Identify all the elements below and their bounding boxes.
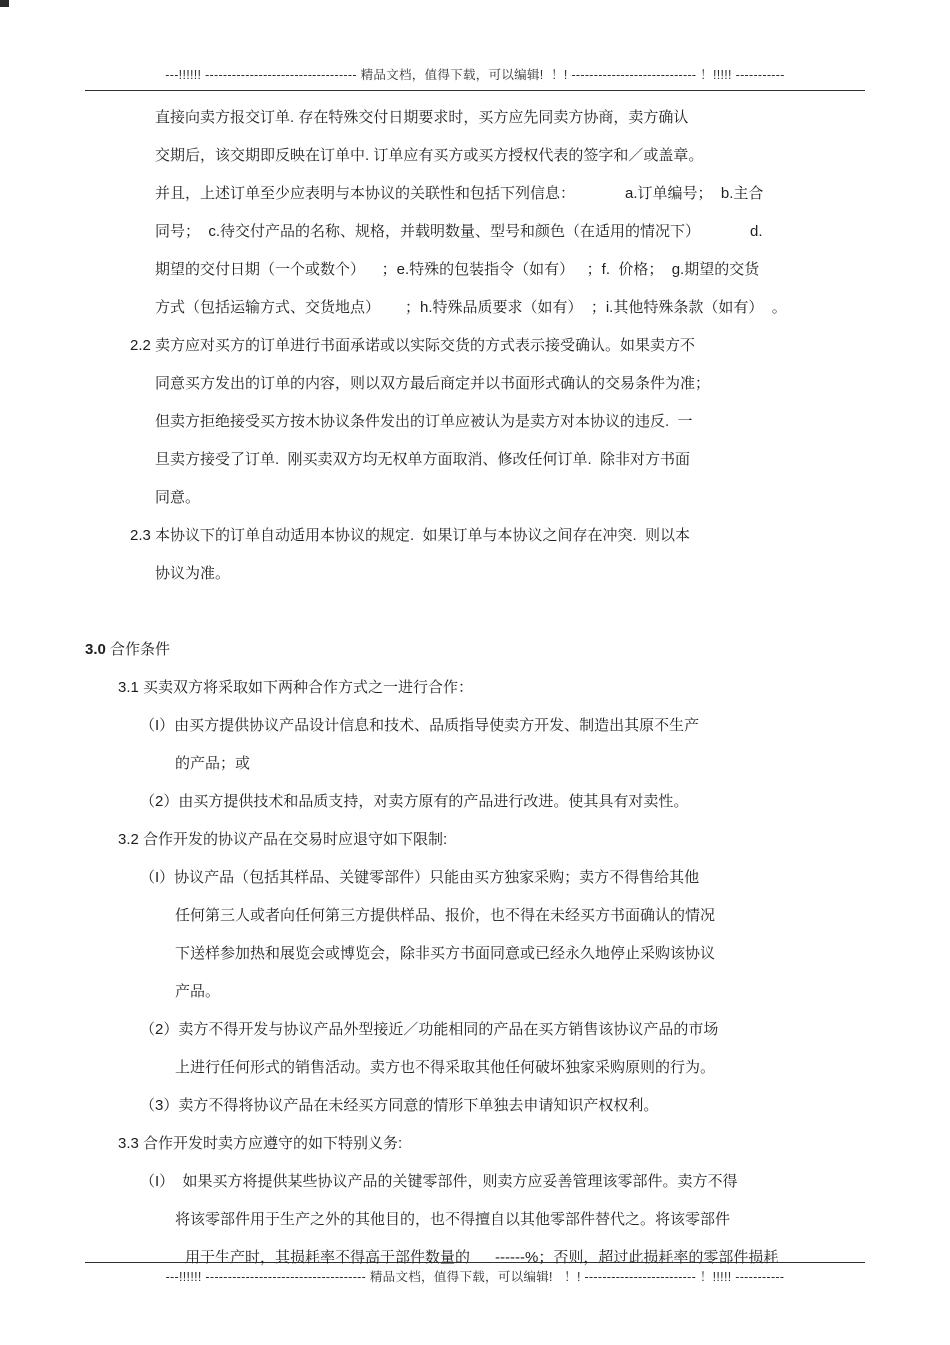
document-line [85, 1011, 885, 1049]
line-text: 用于生产时，其损耗率不得高于部件数量的 ------%；否则，超过此损耗率的零部件损耗 [185, 1249, 779, 1266]
clause-number: 2.3 [130, 527, 156, 544]
line-text: （2）卖方不得开发与协议产品外型接近／功能相同的产品在买方销售该协议产品的市场 [140, 1021, 719, 1038]
line-text: 同意。 [155, 489, 201, 506]
line-text: 方式（包括运输方式、交货地点） ；h.特殊品质要求（如有） ；i.其他特殊条款（如有） 。 [155, 299, 787, 316]
document-line [85, 783, 885, 821]
line-text: 并且，上述订单至少应表明与本协议的关联性和包括下列信息： a.订单编号； b.主合 [155, 185, 764, 202]
line-text: 上进行任何形式的销售活动。卖方也不得采取其他任何破坏独家采购原则的行为。 [175, 1059, 716, 1076]
line-text: 但卖方拒绝接受买方按木协议条件发出的订单应被认为是卖方对本协议的违反. 一 [155, 413, 693, 430]
document-line [85, 669, 885, 707]
document-line [85, 1201, 885, 1239]
document-line [85, 1125, 885, 1163]
line-text: （I）协议产品（包括其样品、关键零部件）只能由买方独家采购；卖方不得售给其他 [140, 869, 700, 886]
document-line [85, 213, 885, 251]
document-line [85, 327, 885, 365]
document-line [85, 555, 885, 593]
line-text: 交期后，该交期即反映在订单中. 订单应有买方或买方授权代表的签字和／或盖章。 [155, 147, 704, 164]
document-line [85, 403, 885, 441]
document-line [85, 973, 885, 1011]
document-line [85, 441, 885, 479]
footer-divider [85, 1262, 865, 1263]
page-footer [85, 1262, 865, 1286]
document-line [85, 1049, 885, 1087]
line-text: 本协议下的订单自动适用本协议的规定. 如果订单与本协议之间存在冲突. 则以本 [155, 527, 691, 544]
document-body [85, 99, 885, 1277]
document-line [85, 935, 885, 973]
clause-number: 3.0 [85, 641, 111, 658]
clause-number: 3.1 [118, 679, 144, 696]
line-text: 同号； c.待交付产品的名称、规格，并载明数量、型号和颜色（在适用的情况下） d. [155, 223, 763, 240]
line-text: 将该零部件用于生产之外的其他目的，也不得擅自以其他零部件替代之。将该零部件 [175, 1211, 731, 1228]
line-text: 下送样参加热和展览会或博览会，除非买方书面同意或已经永久地停止采购该协议 [175, 945, 716, 962]
document-line [85, 175, 885, 213]
document-line [85, 479, 885, 517]
document-line [85, 631, 885, 669]
document-line [85, 365, 885, 403]
line-text: 卖方应对买方的订单进行书面承诺或以实际交货的方式表示接受确认。如果卖方不 [155, 337, 696, 354]
document-line [85, 821, 885, 859]
line-text: （I） 如果买方将提供某些协议产品的关键零部件，则卖方应妥善管理该零部件。卖方不得 [140, 1173, 738, 1190]
line-text: 合作条件 [110, 641, 171, 658]
page-header [85, 66, 865, 91]
document-line [85, 593, 885, 631]
document-line [85, 859, 885, 897]
line-text: 任何第三人或者向任何第三方提供样品、报价，也不得在未经买方书面确认的情况 [175, 907, 716, 924]
clause-number: 2.2 [130, 337, 156, 354]
line-text: （3）卖方不得将协议产品在未经买方同意的情形下单独去申请知识产权权利。 [140, 1097, 659, 1114]
line-text: 合作开发的协议产品在交易时应退守如下限制: [143, 831, 448, 848]
document-line [85, 897, 885, 935]
line-text: 合作开发时卖方应遵守的如下特别义务: [143, 1135, 403, 1152]
header-marquee-text: ---!!!!!! ---------------------------------- 精品文档，值得下载，可以编辑! ！! ---------------------------- ！!!!!! ----------- [165, 68, 785, 82]
line-text: （I）由买方提供协议产品设计信息和技术、品质指导使卖方开发、制造出其原不生产 [140, 717, 700, 734]
document-line [85, 745, 885, 783]
line-text: 同意买方发出的订单的内容，则以双方最后商定并以书面形式确认的交易条件为准； [155, 375, 711, 392]
line-text: 产品。 [175, 983, 221, 1000]
line-text: 协议为准。 [155, 565, 231, 582]
document-line [85, 707, 885, 745]
document-line [85, 251, 885, 289]
document-line [85, 1087, 885, 1125]
line-text: 买卖双方将采取如下两种合作方式之一进行合作： [143, 679, 474, 696]
line-text: （2）由买方提供技术和品质支持，对卖方原有的产品进行改进。使其具有对卖性。 [140, 793, 689, 810]
line-text: 期望的交付日期（一个或数个） ；e.特殊的包装指令（如有） ；f. 价格； g.期望的交货 [155, 261, 760, 278]
clause-number: 3.3 [118, 1135, 144, 1152]
document-line [85, 517, 885, 555]
document-line [85, 137, 885, 175]
document-line [85, 99, 885, 137]
line-text: 旦卖方接受了订单. 刚买卖双方均无权单方面取消、修改任何订单. 除非对方书面 [155, 451, 691, 468]
clause-number: 3.2 [118, 831, 144, 848]
scan-corner-artifact [0, 0, 9, 7]
document-line [85, 1163, 885, 1201]
header-divider [85, 90, 865, 91]
line-text: 的产品；或 [175, 755, 251, 772]
line-text: 直接向卖方报交订单. 存在特殊交付日期要求时，买方应先同卖方协商，卖方确认 [155, 109, 689, 126]
document-line [85, 289, 885, 327]
footer-marquee-text: ---!!!!!! ------------------------------------ 精品文档，值得下载，可以编辑! ！! ------------------------- ！!!!!! ----------- [165, 1270, 785, 1284]
